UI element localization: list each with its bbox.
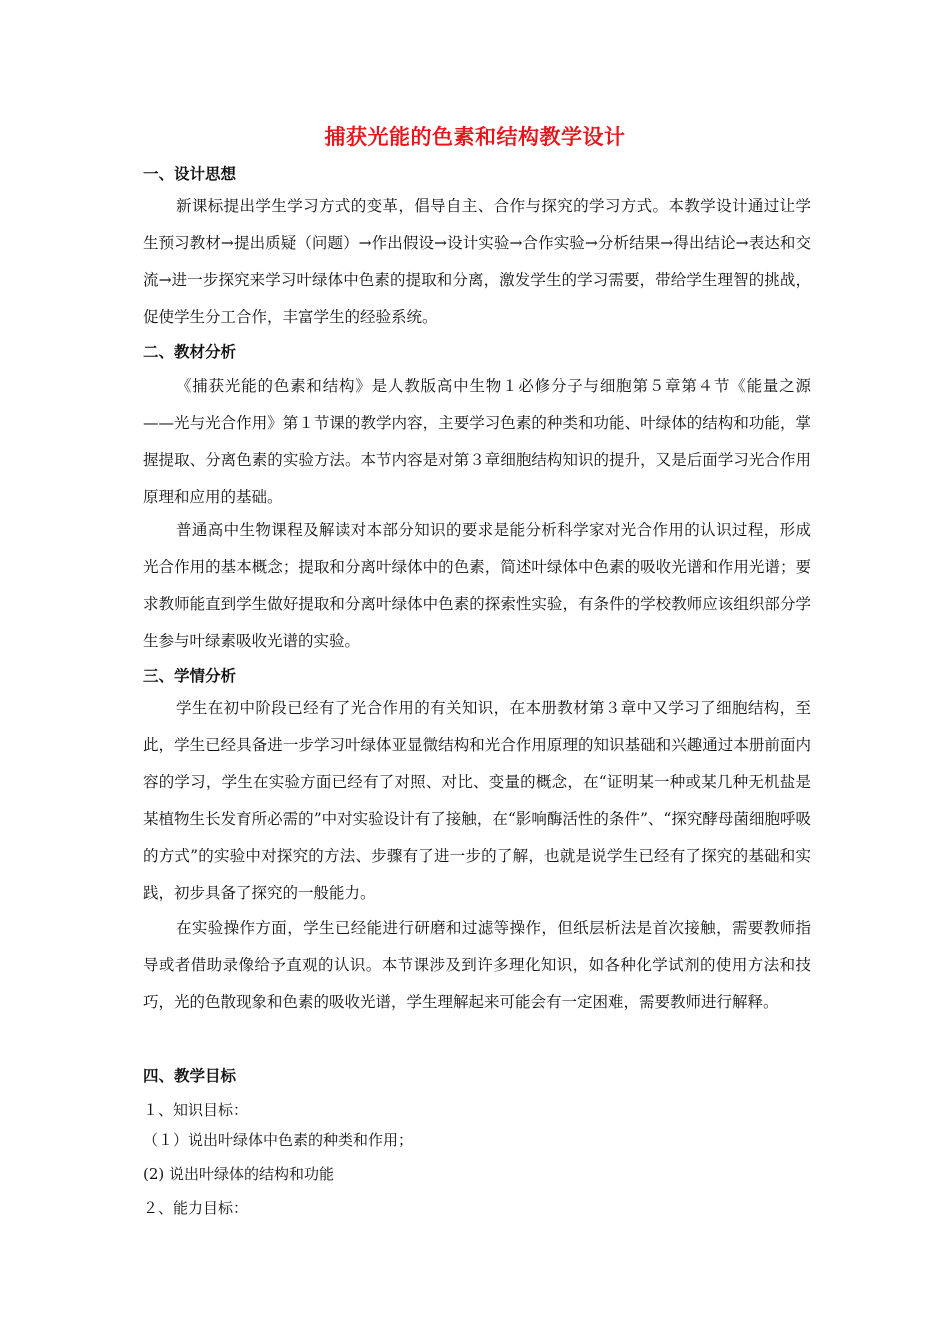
section-heading-textbook-analysis: 二、教材分析 (143, 343, 237, 361)
document-title: 捕获光能的色素和结构教学设计 (324, 125, 626, 149)
goal-item-knowledge-1: （１）说出叶绿体中色素的种类和作用； (143, 1131, 414, 1149)
paragraph-student-analysis-1: 学生在初中阶段已经有了光合作用的有关知识，在本册教材第３章中又学习了细胞结构，至此，学生已经具备进一步学习叶绿体亚显微结构和光合作用原理的知识基础和兴趣通过本册前面内容的学习，学生在实验方面已经有了对照、对比、变量的概念，在“证明某一种或某几种无机盐是某植物生长发育所必需的”中对实验设计有了接触，在“影响酶活性的条件”、“探究酵母菌细胞呼吸的方式”的实验中对探究的方法、步骤有了进一步的了解，也就是说学生已经有了探究的基础和实践，初步具备了探究的一般能力。 (143, 699, 811, 902)
goal-item-ability: ２、能力目标： (143, 1199, 249, 1217)
paragraph-textbook-analysis-1: 《捕获光能的色素和结构》是人教版高中生物１必修分子与细胞第５章第４节《能量之源——光与光合作用》第１节课的教学内容，主要学习色素的种类和功能、叶绿体的结构和功能，掌握提取、分离色素的实验方法。本节内容是对第３章细胞结构知识的提升，又是后面学习光合作用原理和应用的基础。 (143, 377, 811, 506)
paragraph-student-analysis-2: 在实验操作方面，学生已经能进行研磨和过滤等操作，但纸层析法是首次接触，需要教师指导或者借助录像给予直观的认识。本节课涉及到许多理化知识，如各种化学试剂的使用方法和技巧，光的色散现象和色素的吸收光谱，学生理解起来可能会有一定困难，需要教师进行解释。 (143, 919, 811, 1011)
paragraph-textbook-analysis-2: 普通高中生物课程及解读对本部分知识的要求是能分析科学家对光合作用的认识过程，形成光合作用的基本概念；提取和分离叶绿体中的色素，简述叶绿体中色素的吸收光谱和作用光谱；要求教师能直到学生做好提取和分离叶绿体中色素的探索性实验，有条件的学校教师应该组织部分学生参与叶绿素吸收光谱的实验。 (143, 521, 811, 650)
section-heading-student-analysis: 三、学情分析 (143, 667, 237, 685)
goal-item-knowledge-2: (2) 说出叶绿体的结构和功能 (143, 1165, 335, 1183)
goal-item-knowledge: １、知识目标： (143, 1101, 249, 1119)
section-heading-design-idea: 一、设计思想 (143, 165, 237, 183)
paragraph-design-idea: 新课标提出学生学习方式的变革，倡导自主、合作与探究的学习方式。本教学设计通过让学生预习教材→提出质疑（问题）→作出假设→设计实验→合作实验→分析结果→得出结论→表达和交流→进一步探究来学习叶绿体中色素的提取和分离，激发学生的学习需要，带给学生理智的挑战，促使学生分工合作，丰富学生的经验系统。 (143, 197, 811, 326)
section-heading-teaching-goals: 四、教学目标 (143, 1067, 237, 1085)
